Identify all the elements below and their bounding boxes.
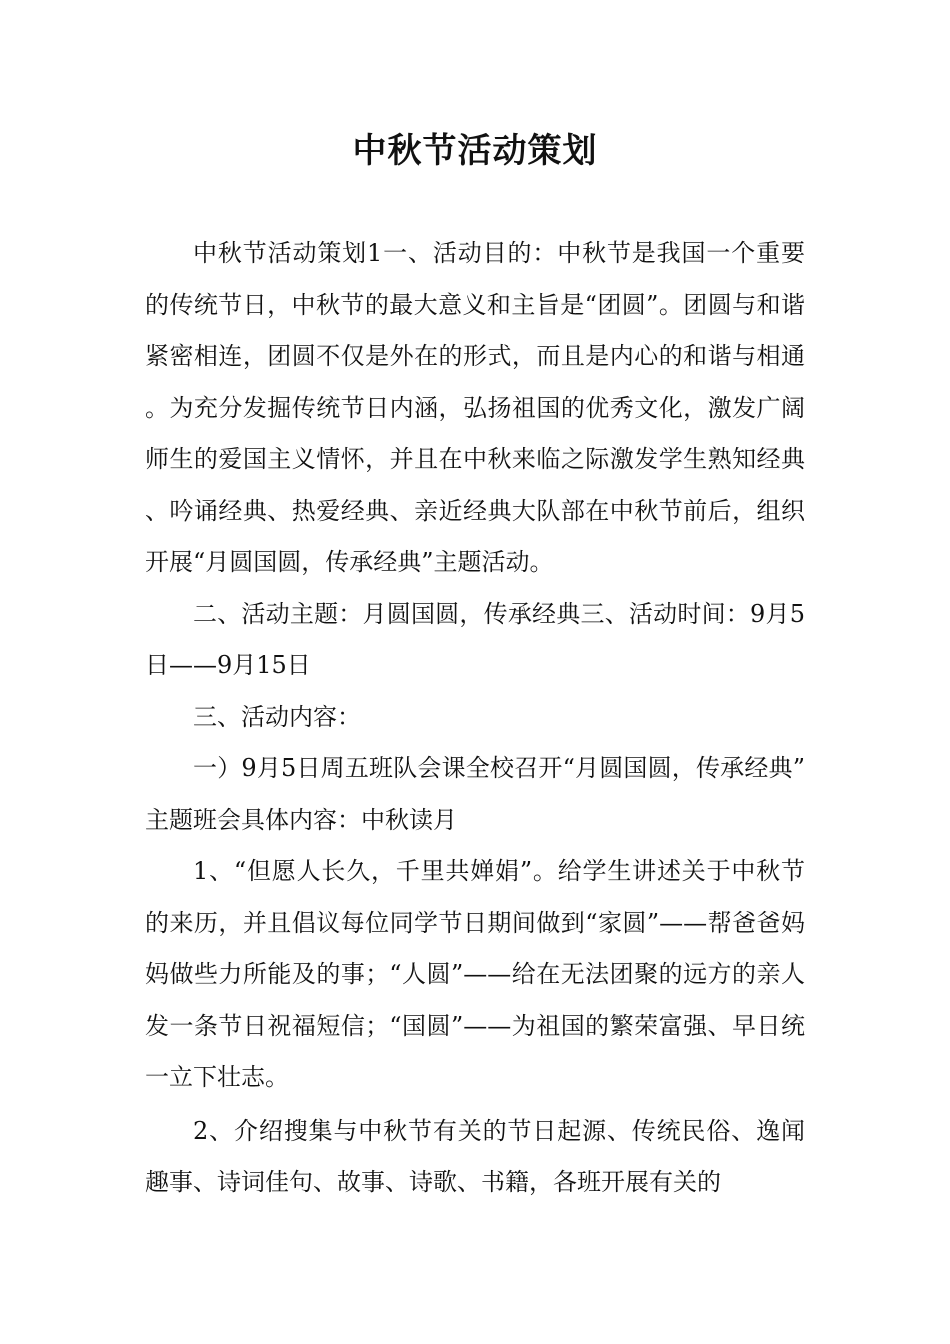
- paragraph-item-1: 1、“但愿人长久，千里共婵娟”。给学生讲述关于中秋节的来历，并且倡议每位同学节日期间做到“家圆”——帮爸爸妈妈做些力所能及的事；“人圆”——给在无法团聚的远方的亲人发一条节日祝福短信；“国圆”——为祖国的繁荣富强、早日统一立下壮志。: [145, 857, 805, 1091]
- paragraph-content-heading: 三、活动内容：: [193, 702, 361, 731]
- paragraph-theme-time: 二、活动主题：月圆国圆，传承经典三、活动时间：9月5日——9月15日: [145, 599, 805, 679]
- paragraph-purpose: 中秋节活动策划1一、活动目的：中秋节是我国一个重要的传统节日，中秋节的最大意义和主旨是“团圆”。团圆与和谐紧密相连，团圆不仅是外在的形式，而且是内心的和谐与相通。为充分发掘传统节日内涵，弘扬祖国的优秀文化，激发广阔师生的爱国主义情怀，并且在中秋来临之际激发学生熟知经典、吟诵经典、热爱经典、亲近经典大队部在中秋节前后，组织开展“月圆国圆，传承经典”主题活动。: [145, 239, 805, 576]
- document-title: 中秋节活动策划: [352, 131, 598, 171]
- paragraph-item-2: 2、介绍搜集与中秋节有关的节日起源、传统民俗、逸闻趣事、诗词佳句、故事、诗歌、书籍，各班开展有关的: [145, 1116, 805, 1196]
- paragraph-class-meeting: 一）9月5日周五班队会课全校召开“月圆国圆，传承经典”主题班会具体内容：中秋读月: [145, 754, 805, 834]
- document-body: [145, 228, 805, 1209]
